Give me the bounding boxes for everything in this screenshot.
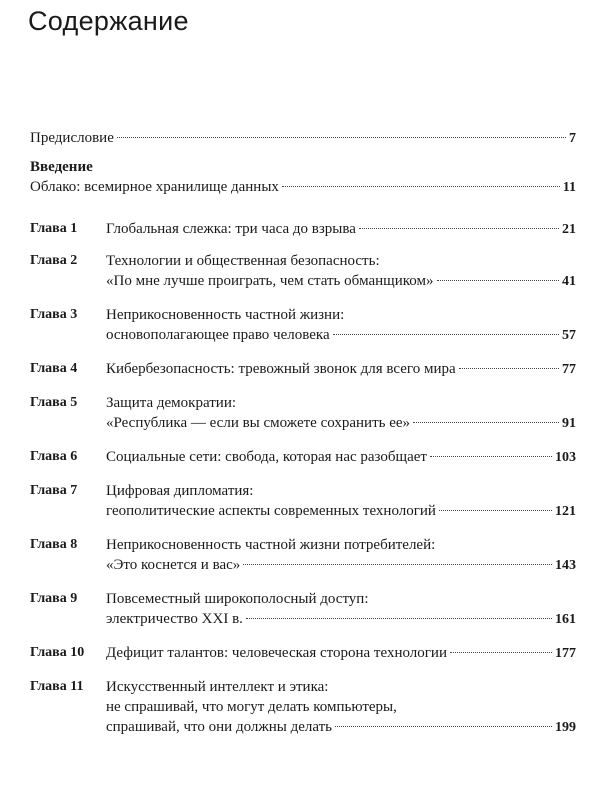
entry-title: Предисловие [30, 130, 114, 146]
chapter-title-line: «Республика — если вы сможете сохранить ее» [106, 415, 411, 431]
chapter-label: Глава 5 [30, 395, 78, 410]
chapter-label: Глава 1 [30, 221, 78, 236]
dot-leader [282, 186, 560, 187]
chapter-title-line: Кибербезопасность: тревожный звонок для всего мира [106, 361, 456, 377]
intro-heading: Введение [30, 159, 93, 175]
chapter-title-line: Социальные сети: свобода, которая нас разобщает [106, 449, 427, 465]
page-number: 199 [555, 720, 576, 735]
dot-leader [333, 334, 559, 335]
page-number: 7 [569, 131, 576, 146]
chapter-title-line: Повсеместный широкополосный доступ: [106, 591, 369, 607]
chapter-label: Глава 4 [30, 361, 78, 376]
chapter-title-line: Защита демократии: [106, 395, 237, 411]
chapter-title-line: «Это коснется и вас» [106, 557, 241, 573]
chapter-title-line: Технологии и общественная безопасность: [106, 253, 380, 269]
chapter-label: Глава 2 [30, 253, 78, 268]
page-number: 91 [562, 416, 576, 431]
page-number: 161 [555, 612, 576, 627]
chapter-label: Глава 6 [30, 449, 78, 464]
dot-leader [437, 280, 560, 281]
page-number: 77 [562, 362, 576, 377]
page-number: 41 [562, 274, 576, 289]
dot-leader [117, 137, 566, 138]
page-number: 121 [555, 504, 576, 519]
page-number: 11 [562, 180, 576, 195]
dot-leader [359, 228, 559, 229]
dot-leader [413, 422, 559, 423]
chapter-label: Глава 8 [30, 537, 78, 552]
chapter-label: Глава 11 [30, 679, 84, 694]
chapter-title-line: не спрашивай, что могут делать компьютеры, [106, 699, 397, 715]
chapter-title-line: электричество XXI в. [106, 611, 243, 627]
page-number: 21 [562, 222, 576, 237]
dot-leader [335, 726, 552, 727]
chapter-label: Глава 9 [30, 591, 78, 606]
chapter-label: Глава 7 [30, 483, 78, 498]
page-title: Содержание [28, 6, 189, 36]
page-number: 177 [555, 646, 576, 661]
chapter-label: Глава 3 [30, 307, 78, 322]
chapter-title-line: «По мне лучше проиграть, чем стать обманщиком» [106, 273, 434, 289]
dot-leader [459, 368, 559, 369]
chapter-title-line: Глобальная слежка: три часа до взрыва [106, 221, 356, 237]
page-number: 143 [555, 558, 576, 573]
chapter-label: Глава 10 [30, 645, 85, 660]
chapter-title-line: Искусственный интеллект и этика: [106, 679, 329, 695]
dot-leader [243, 564, 552, 565]
chapter-title-line: Цифровая дипломатия: [106, 483, 254, 499]
dot-leader [430, 456, 552, 457]
dot-leader [439, 510, 552, 511]
page-number: 103 [555, 450, 576, 465]
chapter-title-line: основополагающее право человека [106, 327, 330, 343]
page-number: 57 [562, 328, 576, 343]
dot-leader [450, 652, 552, 653]
chapter-title-line: геополитические аспекты современных технологий [106, 503, 436, 519]
chapter-title-line: Неприкосновенность частной жизни: [106, 307, 345, 323]
dot-leader [246, 618, 552, 619]
chapter-title-line: спрашивай, что они должны делать [106, 719, 333, 735]
chapter-title-line: Дефицит талантов: человеческая сторона технологии [106, 645, 447, 661]
entry-title: Облако: всемирное хранилище данных [30, 179, 279, 195]
chapter-title-line: Неприкосновенность частной жизни потребителей: [106, 537, 436, 553]
